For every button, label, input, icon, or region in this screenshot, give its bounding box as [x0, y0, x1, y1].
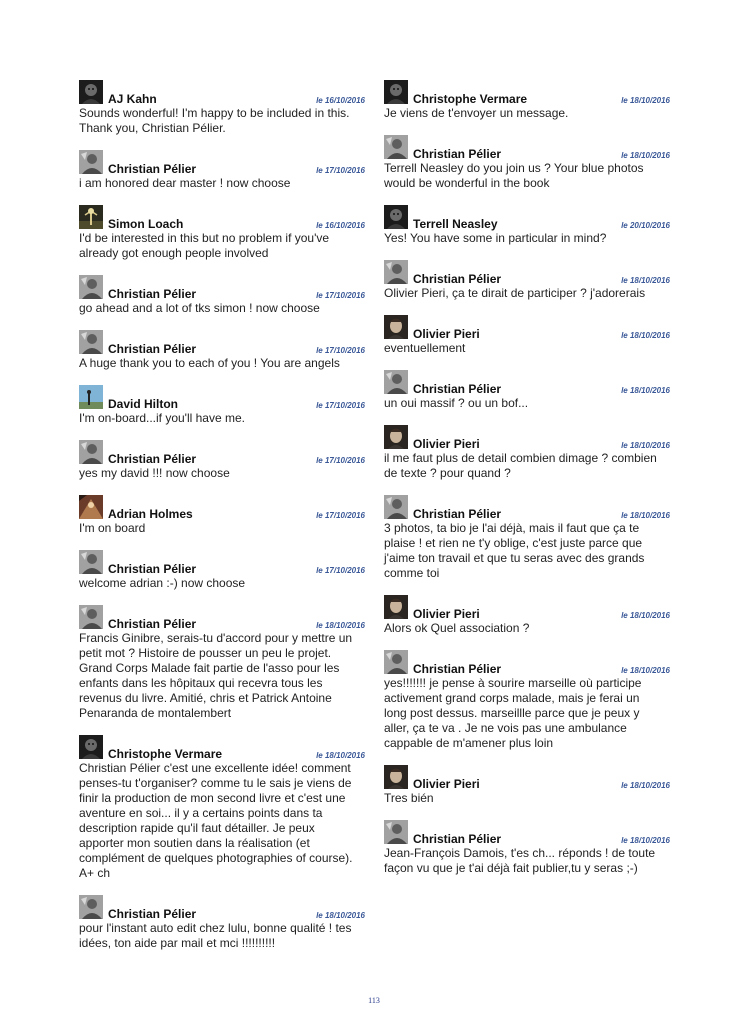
comment-item	[79, 330, 367, 371]
comment-text: I'd be interested in this but no problem if you've already got enough people involved	[79, 231, 330, 260]
comment-text: Sounds wonderful! I'm happy to be included in this. Thank you, Christian Pélier.	[79, 106, 350, 135]
comment-date: le 18/10/2016	[621, 276, 670, 285]
comment-item	[79, 495, 367, 536]
avatar-icon[interactable]	[79, 275, 103, 299]
comment-date: le 18/10/2016	[621, 611, 670, 620]
author-name[interactable]: Christian Pélier	[413, 832, 502, 846]
comment-header	[79, 495, 367, 519]
comment-item	[384, 650, 672, 751]
comment-date: le 18/10/2016	[621, 331, 670, 340]
comment-text: Alors ok Quel association ?	[384, 621, 530, 635]
author-name[interactable]: Adrian Holmes	[108, 507, 193, 521]
avatar-icon[interactable]	[79, 330, 103, 354]
comment-item	[384, 595, 672, 636]
comment-item	[79, 205, 367, 261]
comment-date: le 16/10/2016	[316, 221, 365, 230]
avatar-icon[interactable]	[79, 205, 103, 229]
avatar-icon[interactable]	[384, 595, 408, 619]
comment-header	[384, 135, 672, 159]
comment-header	[384, 315, 672, 339]
comment-header	[384, 80, 672, 104]
comment-text: I'm on board	[79, 521, 146, 535]
comment-item	[79, 80, 367, 136]
comment-date: le 17/10/2016	[316, 401, 365, 410]
avatar-icon[interactable]	[384, 425, 408, 449]
comment-date: le 18/10/2016	[621, 781, 670, 790]
avatar-icon[interactable]	[79, 895, 103, 919]
avatar-icon[interactable]	[384, 370, 408, 394]
comment-header	[384, 370, 672, 394]
author-name[interactable]: Olivier Pieri	[413, 607, 480, 621]
comment-date: le 17/10/2016	[316, 566, 365, 575]
comment-date: le 16/10/2016	[316, 96, 365, 105]
comment-text: go ahead and a lot of tks simon ! now choose	[79, 301, 320, 315]
comment-item	[384, 425, 672, 481]
author-name[interactable]: Simon Loach	[108, 217, 184, 231]
comment-item	[384, 370, 672, 411]
comment-text: Olivier Pieri, ça te dirait de participer ? j'adorerais	[384, 286, 646, 300]
comment-header	[79, 275, 367, 299]
avatar-icon[interactable]	[384, 315, 408, 339]
avatar-icon[interactable]	[79, 605, 103, 629]
comment-date: le 18/10/2016	[621, 511, 670, 520]
author-name[interactable]: AJ Kahn	[108, 92, 157, 106]
avatar-icon[interactable]	[384, 260, 408, 284]
comment-item	[384, 315, 672, 356]
avatar-icon[interactable]	[384, 135, 408, 159]
comment-text: yes my david !!! now choose	[79, 466, 230, 480]
comment-item	[79, 605, 367, 721]
comment-text: Terrell Neasley do you join us ? Your blue photos would be wonderful in the book	[384, 161, 644, 190]
comment-header	[79, 605, 367, 629]
avatar-icon[interactable]	[79, 80, 103, 104]
author-name[interactable]: Terrell Neasley	[413, 217, 498, 231]
comment-header	[79, 895, 367, 919]
comment-text: I'm on-board...if you'll have me.	[79, 411, 245, 425]
avatar-icon[interactable]	[79, 150, 103, 174]
comment-date: le 17/10/2016	[316, 456, 365, 465]
comment-text: A huge thank you to each of you ! You are angels	[79, 356, 340, 370]
comment-date: le 17/10/2016	[316, 166, 365, 175]
comment-date: le 17/10/2016	[316, 511, 365, 520]
comment-header	[79, 385, 367, 409]
author-name[interactable]: Christian Pélier	[108, 907, 197, 921]
comment-date: le 20/10/2016	[621, 221, 670, 230]
page-number: 113	[368, 996, 380, 1005]
comment-item	[384, 80, 672, 121]
comment-item	[79, 150, 367, 191]
avatar-icon[interactable]	[79, 735, 103, 759]
author-name[interactable]: Olivier Pieri	[413, 437, 480, 451]
author-name[interactable]: Christian Pélier	[413, 147, 502, 161]
comment-item	[79, 440, 367, 481]
comment-header	[384, 820, 672, 844]
comment-header	[79, 80, 367, 104]
author-name[interactable]: David Hilton	[108, 397, 179, 411]
author-name[interactable]: Christian Pélier	[413, 382, 502, 396]
avatar-icon[interactable]	[79, 440, 103, 464]
comment-date: le 18/10/2016	[316, 751, 365, 760]
comment-item	[384, 205, 672, 246]
comment-text: il me faut plus de detail combien dimage ? combien de texte ? pour quand ?	[384, 451, 657, 480]
comment-item	[384, 765, 672, 806]
author-name[interactable]: Christian Pélier	[413, 272, 502, 286]
comment-date: le 18/10/2016	[621, 441, 670, 450]
author-name[interactable]: Christian Pélier	[108, 342, 197, 356]
comment-text: pour l'instant auto edit chez lulu, bonne qualité ! tes idées, ton aide par mail et mci !!!!!!!!!!	[79, 921, 352, 950]
avatar-icon[interactable]	[79, 385, 103, 409]
author-name[interactable]: Christian Pélier	[108, 562, 197, 576]
author-name[interactable]: Christian Pélier	[108, 162, 197, 176]
comment-header	[384, 595, 672, 619]
comment-header	[79, 205, 367, 229]
comment-text: Christian Pélier c'est une excellente idée! comment penses-tu t'organiser? comme tu le sais je viens de finir la production de mon second livre et c'est une aventure en soi... il y a certains points dans ta description rapide qu'il faut détailler. Je peux apporter mon soutien dans la réalisation (et complément de quelques photographies of course). A+ ch	[79, 761, 353, 880]
comment-date: le 18/10/2016	[621, 386, 670, 395]
author-name[interactable]: Christian Pélier	[413, 507, 502, 521]
comment-date: le 17/10/2016	[316, 291, 365, 300]
author-name[interactable]: Christian Pélier	[108, 452, 197, 466]
comment-text: Francis Ginibre, serais-tu d'accord pour y mettre un petit mot ? Histoire de pousser un peu le projet. Grand Corps Malade fait partie de l'asso pour les enfants dans les hôpitaux qui recevra tous les revenus du livre. Amitié, chris et Patrick Antoine Penaranda de montalembert	[79, 631, 353, 720]
comment-item	[384, 260, 672, 301]
comment-date: le 18/10/2016	[316, 621, 365, 630]
comment-text: Je viens de t'envoyer un message.	[384, 106, 569, 120]
comment-item	[79, 895, 367, 951]
comment-header	[384, 425, 672, 449]
comment-item	[79, 275, 367, 316]
author-name[interactable]: Olivier Pieri	[413, 327, 480, 341]
comment-text: 3 photos, ta bio je l'ai déjà, mais il faut que ça te plaise ! et rien ne t'y oblige, c'est juste parce que j'aime ton travail et que tu seras avec des grands comme toi	[384, 521, 645, 580]
avatar-icon[interactable]	[384, 495, 408, 519]
comment-header	[79, 550, 367, 574]
comment-header	[384, 260, 672, 284]
comment-header	[384, 495, 672, 519]
author-name[interactable]: Christophe Vermare	[108, 747, 223, 761]
comment-item	[384, 820, 672, 876]
comment-header	[79, 330, 367, 354]
avatar-icon[interactable]	[384, 650, 408, 674]
comment-text: Jean-François Damois, t'es ch... réponds ! de toute façon vu que je t'ai déjà fait publier,tu y seras ;-)	[384, 846, 656, 875]
comment-text: Yes! You have some in particular in mind?	[384, 231, 607, 245]
comment-header	[384, 650, 672, 674]
comment-text: yes!!!!!!! je pense à sourire marseille où participe activement grand corps malade, mais je ferai un long post dessus. marseillle parce que je peux y aller, ça te va . Je ne vois pas une ambulance cappable de m'amener plus loin	[384, 676, 642, 750]
avatar-icon[interactable]	[384, 205, 408, 229]
comment-header	[79, 440, 367, 464]
comment-header	[79, 150, 367, 174]
comment-date: le 18/10/2016	[621, 151, 670, 160]
comment-item	[384, 495, 672, 581]
comment-text: i am honored dear master ! now choose	[79, 176, 291, 190]
comment-date: le 18/10/2016	[621, 666, 670, 675]
comment-date: le 18/10/2016	[621, 836, 670, 845]
comment-item	[384, 135, 672, 191]
comment-text: eventuellement	[384, 341, 466, 355]
author-name[interactable]: Christian Pélier	[108, 287, 197, 301]
comment-header	[384, 205, 672, 229]
comment-item	[79, 735, 367, 881]
comment-header	[79, 735, 367, 759]
comment-header	[384, 765, 672, 789]
comment-date: le 18/10/2016	[316, 911, 365, 920]
comment-item	[79, 550, 367, 591]
comment-date: le 18/10/2016	[621, 96, 670, 105]
avatar-icon[interactable]	[384, 80, 408, 104]
author-name[interactable]: Olivier Pieri	[413, 777, 480, 791]
comment-date: le 17/10/2016	[316, 346, 365, 355]
author-name[interactable]: Christian Pélier	[413, 662, 502, 676]
author-name[interactable]: Christophe Vermare	[413, 92, 528, 106]
avatar-icon[interactable]	[384, 765, 408, 789]
right-column	[384, 80, 672, 890]
avatar-icon[interactable]	[384, 820, 408, 844]
comment-text: Tres bién	[384, 791, 434, 805]
avatar-icon[interactable]	[79, 495, 103, 519]
left-column	[79, 80, 367, 965]
comment-text: welcome adrian :-) now choose	[79, 576, 246, 590]
comment-text: un oui massif ? ou un bof...	[384, 396, 529, 410]
author-name[interactable]: Christian Pélier	[108, 617, 197, 631]
comment-item	[79, 385, 367, 426]
avatar-icon[interactable]	[79, 550, 103, 574]
